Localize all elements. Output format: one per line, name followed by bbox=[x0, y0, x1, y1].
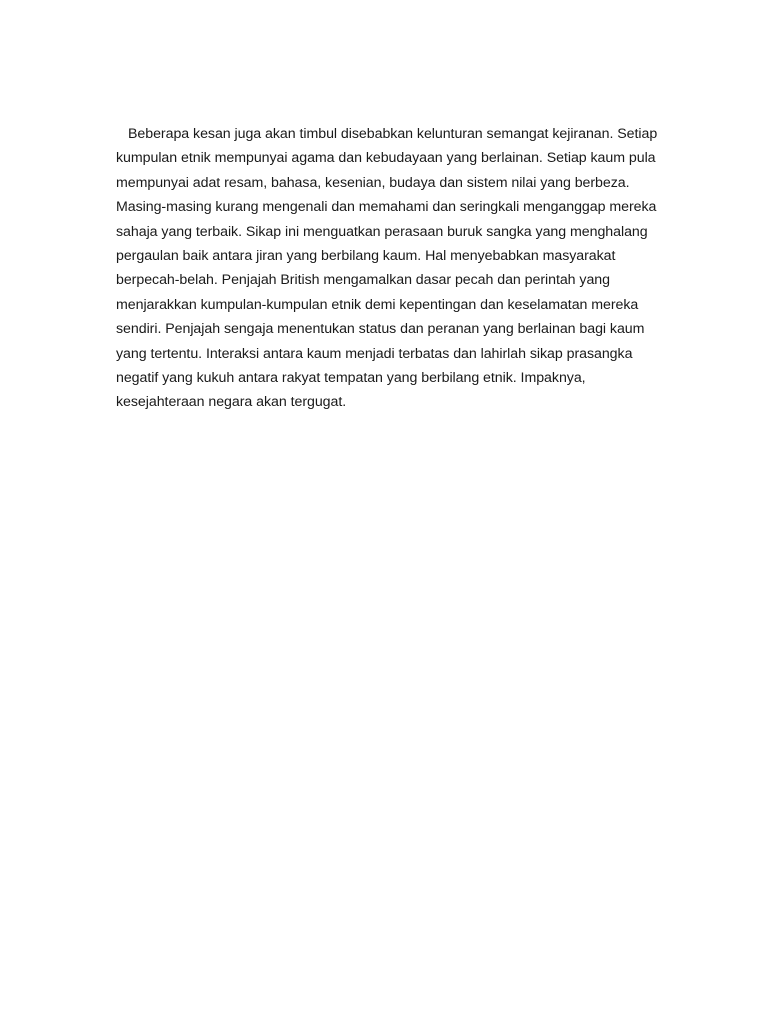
body-paragraph bbox=[116, 122, 676, 415]
paragraph-line: menjarakkan kumpulan-kumpulan etnik demi kepentingan dan keselamatan mereka bbox=[116, 296, 639, 313]
paragraph-line: Beberapa kesan juga akan timbul disebabkan kelunturan semangat kejiranan. Setiap bbox=[128, 126, 658, 142]
paragraph-line: pergaulan baik antara jiran yang berbilang kaum. Hal menyebabkan masyarakat bbox=[116, 248, 616, 265]
paragraph-line: sahaja yang terbaik. Sikap ini menguatkan perasaan buruk sangka yang menghalang bbox=[116, 223, 648, 240]
paragraph-line: berpecah-belah. Penjajah British mengamalkan dasar pecah dan perintah yang bbox=[116, 272, 610, 289]
paragraph-line: sendiri. Penjajah sengaja menentukan status dan peranan yang berlainan bagi kaum bbox=[116, 321, 645, 338]
paragraph-line: mempunyai adat resam, bahasa, kesenian, budaya dan sistem nilai yang berbeza. bbox=[116, 174, 630, 191]
paragraph-line: kumpulan etnik mempunyai agama dan kebudayaan yang berlainan. Setiap kaum pula bbox=[116, 150, 656, 167]
paragraph-line: negatif yang kukuh antara rakyat tempatan yang berbilang etnik. Impaknya, bbox=[116, 370, 586, 387]
paragraph-line: Masing-masing kurang mengenali dan memahami dan seringkali menganggap mereka bbox=[116, 199, 657, 216]
paragraph-line: yang tertentu. Interaksi antara kaum menjadi terbatas dan lahirlah sikap prasangka bbox=[116, 345, 633, 362]
paragraph-line: kesejahteraan negara akan tergugat. bbox=[116, 394, 347, 411]
